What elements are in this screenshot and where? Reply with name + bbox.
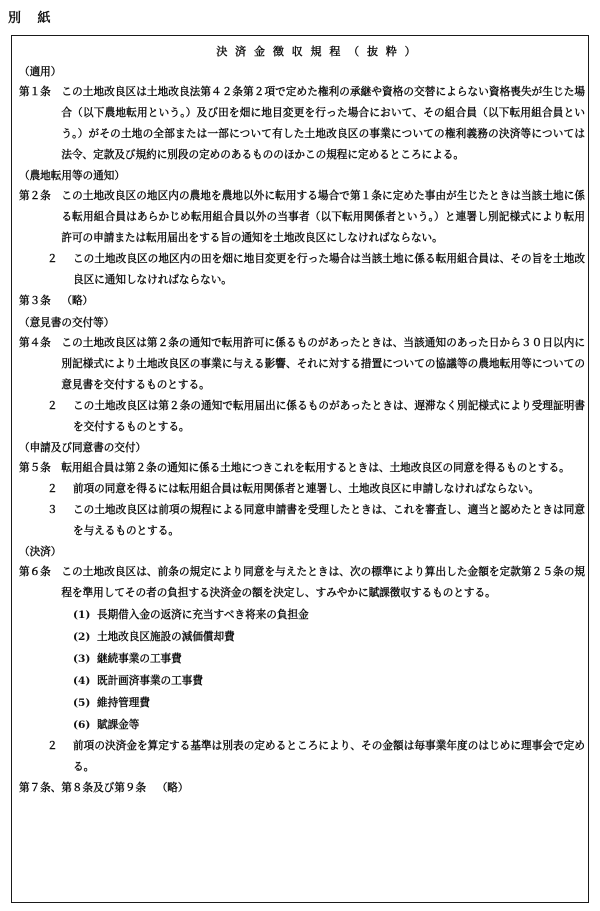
list-item-number: (2)	[73, 631, 91, 643]
list-item	[73, 626, 585, 648]
article-6	[19, 562, 585, 604]
attachment-tag: 別 紙	[8, 11, 57, 26]
article-2-paragraph-2	[19, 249, 585, 291]
paragraph-number: ２	[47, 740, 58, 752]
article-1-number: 第１条	[19, 86, 51, 98]
article-2-caption: （農地転用等の通知）	[19, 170, 125, 182]
article-5-paragraph-3-text: この土地改良区は前項の規程による同意申請書を受理したときは、これを審査し、適当と認めたときは同意を与えるものとする。	[73, 504, 585, 537]
article-5-paragraph-2	[19, 479, 585, 500]
article-6-caption: （決済）	[19, 546, 62, 558]
article-3-number: 第３条	[19, 295, 51, 307]
article-6-paragraph-2-text: 前項の決済金を算定する基準は別表の定めるところにより、その金額は毎事業年度のはじめに理事会で定める。	[73, 740, 585, 773]
regulation-document	[19, 35, 585, 800]
paragraph-number: ２	[47, 483, 58, 495]
list-item-number: (5)	[73, 697, 91, 709]
calculation-items-list	[19, 604, 585, 736]
list-item	[73, 692, 585, 714]
article-5-paragraph-2-text: 前項の同意を得るには転用組合員は転用関係者と連署し、土地改良区に申請しなければならない。	[73, 483, 540, 495]
list-item-number: (1)	[73, 609, 91, 621]
paragraph-number: ３	[47, 504, 58, 516]
article-6-paragraph-2	[19, 736, 585, 778]
list-item-text: 既計画済事業の工事費	[97, 675, 203, 687]
article-4-caption: （意見書の交付等）	[19, 317, 115, 329]
paragraph-number: ２	[47, 400, 58, 412]
article-6-text: この土地改良区は、前条の規定により同意を与えたときは、次の標準により算出した金額を定款第２５条の規程を準用してその者の負担する決済金の額を決定し、すみやかに賦課徴収するものとする。	[61, 566, 585, 599]
article-1-caption: （適用）	[19, 66, 62, 78]
list-item	[73, 714, 585, 736]
list-item-text: 土地改良区施設の減価償却費	[97, 631, 235, 643]
paragraph-number: ２	[47, 253, 58, 265]
article-3-text: （略）	[61, 295, 94, 307]
article-7-9-number: 第７条、第８条及び第９条	[19, 782, 147, 794]
article-4	[19, 333, 585, 396]
list-item-text: 長期借入金の返済に充当すべき将来の負担金	[97, 609, 309, 621]
article-6-number: 第６条	[19, 566, 51, 578]
article-1	[19, 82, 585, 166]
list-item-number: (4)	[73, 675, 91, 687]
article-5-caption: （申請及び同意書の交付）	[19, 442, 147, 454]
article-5	[19, 458, 585, 479]
article-2-number: 第２条	[19, 190, 51, 202]
list-item-text: 賦課金等	[97, 719, 140, 731]
article-7-9	[19, 778, 585, 800]
list-item-number: (3)	[73, 653, 91, 665]
article-3	[19, 291, 585, 313]
article-5-text: 転用組合員は第２条の通知に係る土地につきこれを転用するときは、土地改良区の同意を得るものとする。	[61, 462, 570, 474]
list-item	[73, 670, 585, 692]
article-4-text: この土地改良区は第２条の通知で転用許可に係るものがあったときは、当該通知のあった日から３０日以内に別記様式により土地改良区の事業に与える影響、それに対する措置についての協議等の農地転用等についての意見書を交付するものとする。	[61, 337, 585, 391]
article-5-number: 第５条	[19, 462, 51, 474]
list-item-text: 維持管理費	[97, 697, 150, 709]
list-item-number: (6)	[73, 719, 91, 731]
article-2	[19, 186, 585, 249]
article-4-paragraph-2	[19, 396, 585, 438]
article-2-paragraph-2-text: この土地改良区の地区内の田を畑に地目変更を行った場合は当該土地に係る転用組合員は、その旨を土地改良区に通知しなければならない。	[73, 253, 585, 286]
article-4-number: 第４条	[19, 337, 51, 349]
list-item-text: 継続事業の工事費	[97, 653, 182, 665]
article-7-9-text: （略）	[156, 782, 189, 794]
list-item	[73, 604, 585, 626]
article-2-text: この土地改良区の地区内の農地を農地以外に転用する場合で第１条に定めた事由が生じたときは当該土地に係る転用組合員はあらかじめ転用組合員以外の当事者（以下転用関係者という。）と連署し別記様式により転用許可の申請または転用届出をする旨の通知を土地改良区にしなければならない。	[61, 190, 585, 244]
article-4-paragraph-2-text: この土地改良区は第２条の通知で転用届出に係るものがあったときは、遅滞なく別記様式により受理証明書を交付するものとする。	[73, 400, 585, 433]
article-1-text: この土地改良区は土地改良法第４２条第２項で定めた権利の承継や資格の交替によらない資格喪失が生じた場合（以下農地転用という。）及び田を畑に地目変更を行った場合において、その組合員（以下転用組合員という。）がその土地の全部または一部について有した土地改良区の事業についての権利義務の決済等については法令、定款及び規約に別段の定めのあるもののほかこの規程に定めるところによる。	[61, 86, 585, 161]
list-item	[73, 648, 585, 670]
article-5-paragraph-3	[19, 500, 585, 542]
document-title: 決 済 金 徴 収 規 程 （ 抜 粋 ）	[216, 45, 418, 58]
